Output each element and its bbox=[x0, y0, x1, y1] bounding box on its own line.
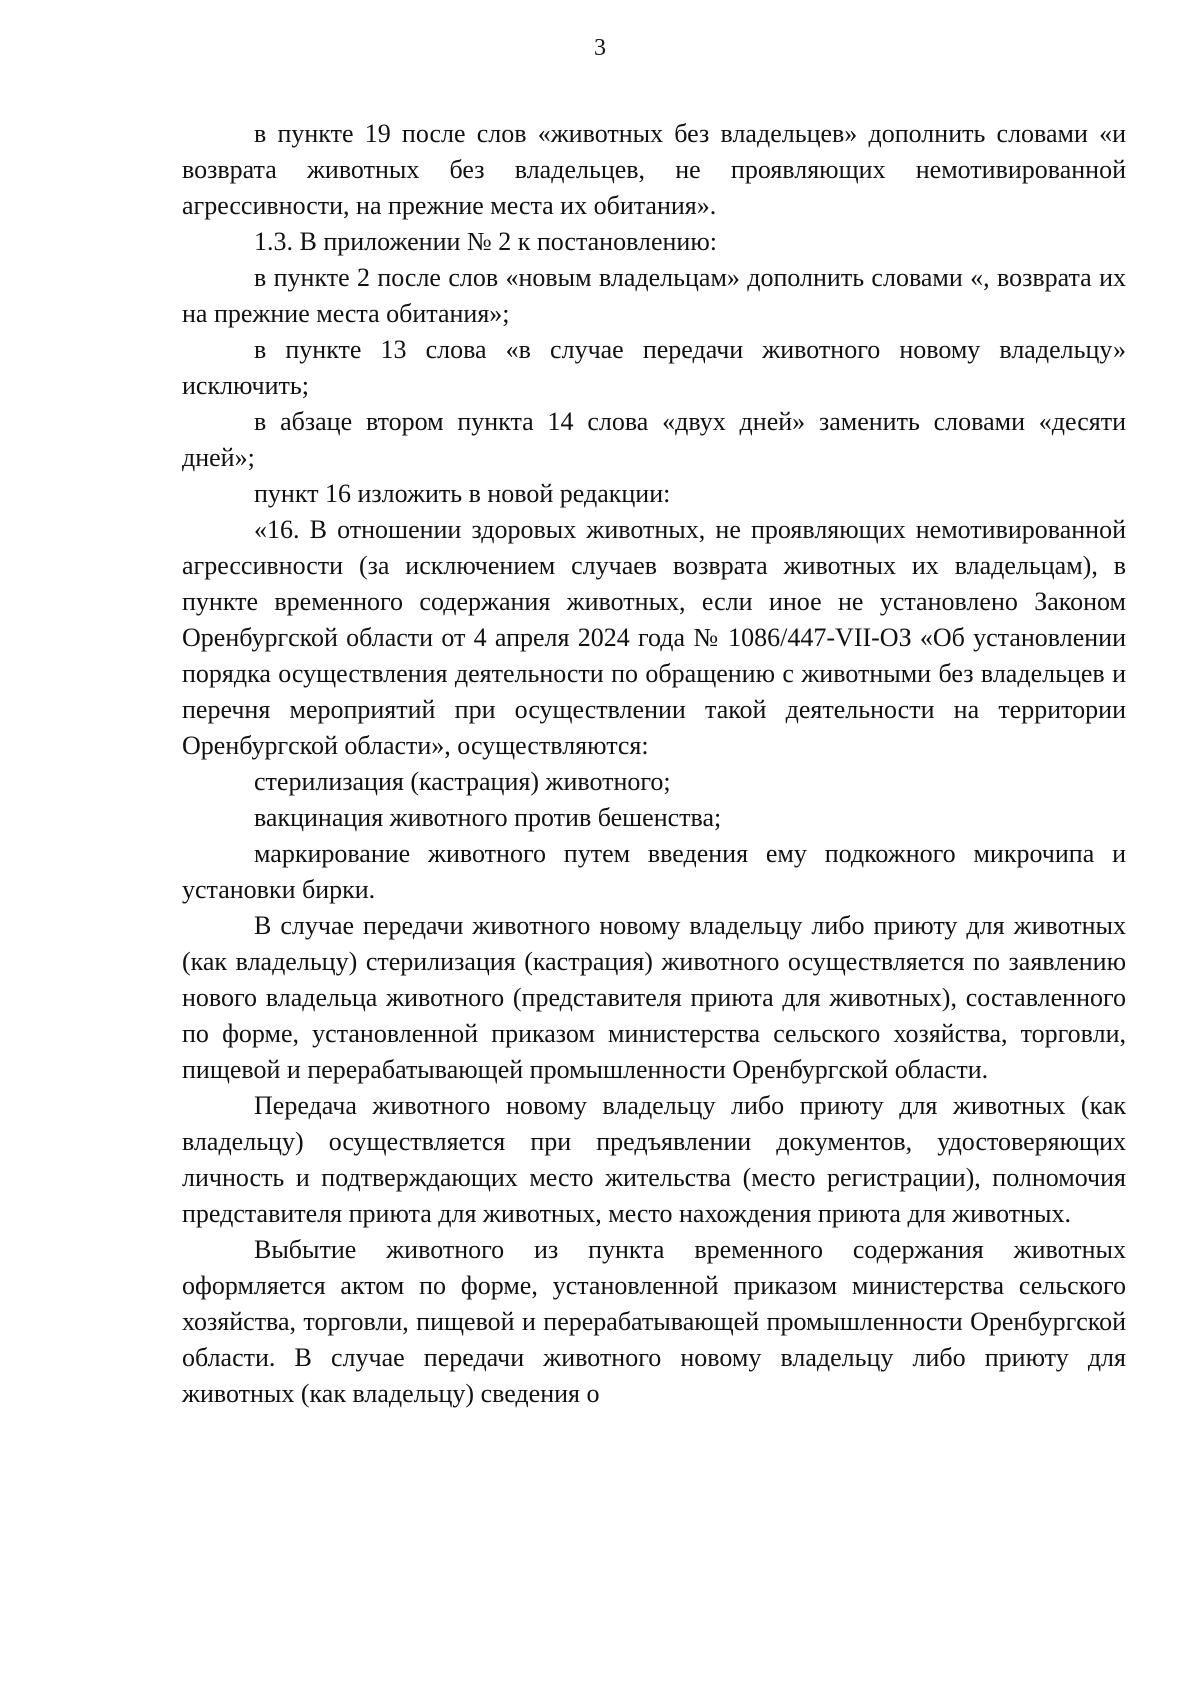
page-number: 3 bbox=[594, 35, 606, 61]
paragraph-item-16-text: «16. В отношении здоровых животных, не проявляющих немотивированной агрессивности (за исключением случаев возврата животных их владельцам), в пункте временного содержания животных, если иное не установлено Законом Оренбургской области от 4 апреля 2024 года № 1086/447-VII-ОЗ «Об установлении порядка осуществления деятельности по обращению с животными без владельцев и перечня мероприятий при осуществлении такой деятельности на территории Оренбургской области», осуществляются: bbox=[182, 515, 1126, 760]
list-item-marking: маркирование животного путем введения ему подкожного микрочипа и установки бирки. bbox=[182, 839, 1126, 904]
paragraph-transfer-sterilization: В случае передачи животного новому владельцу либо приюту для животных (как владельцу) стерилизация (кастрация) животного осуществляется по заявлению нового владельца животного (представителя приюта для животных), составленного по форме, установленной приказом министерства сельского хозяйства, торговли, пищевой и перерабатывающей промышленности Оренбургской области. bbox=[182, 911, 1126, 1084]
list-item-vaccination: вакцинация животного против бешенства; bbox=[254, 803, 722, 832]
paragraph-item-16-intro: пункт 16 изложить в новой редакции: bbox=[254, 479, 671, 508]
paragraph-item-19-amendment: в пункте 19 после слов «животных без владельцев» дополнить словами «и возврата животных без владельцев, не проявляющих немотивированной агрессивности, на прежние места их обитания». bbox=[182, 119, 1126, 220]
paragraph-item-2-amendment: в пункте 2 после слов «новым владельцам» дополнить словами «, возврата их на прежние места обитания»; bbox=[182, 263, 1126, 328]
list-item-sterilization: стерилизация (кастрация) животного; bbox=[254, 767, 671, 796]
paragraph-departure-act: Выбытие животного из пункта временного содержания животных оформляется актом по форме, установленной приказом министерства сельского хозяйства, торговли, пищевой и перерабатывающей промышленности Оренбургской области. В случае передачи животного новому владельцу либо приюту для животных (как владельцу) сведения о bbox=[182, 1235, 1126, 1408]
paragraph-item-14-amendment: в абзаце втором пункта 14 слова «двух дней» заменить словами «десяти дней»; bbox=[182, 407, 1126, 472]
paragraph-section-1-3: 1.3. В приложении № 2 к постановлению: bbox=[254, 227, 717, 256]
paragraph-transfer-documents: Передача животного новому владельцу либо приюту для животных (как владельцу) осуществляется при предъявлении документов, удостоверяющих личность и подтверждающих место жительства (место регистрации), полномочия представителя приюта для животных, место нахождения приюта для животных. bbox=[182, 1091, 1126, 1228]
paragraph-item-13-amendment: в пункте 13 слова «в случае передачи животного новому владельцу» исключить; bbox=[182, 335, 1126, 400]
document-body bbox=[182, 116, 1126, 1412]
